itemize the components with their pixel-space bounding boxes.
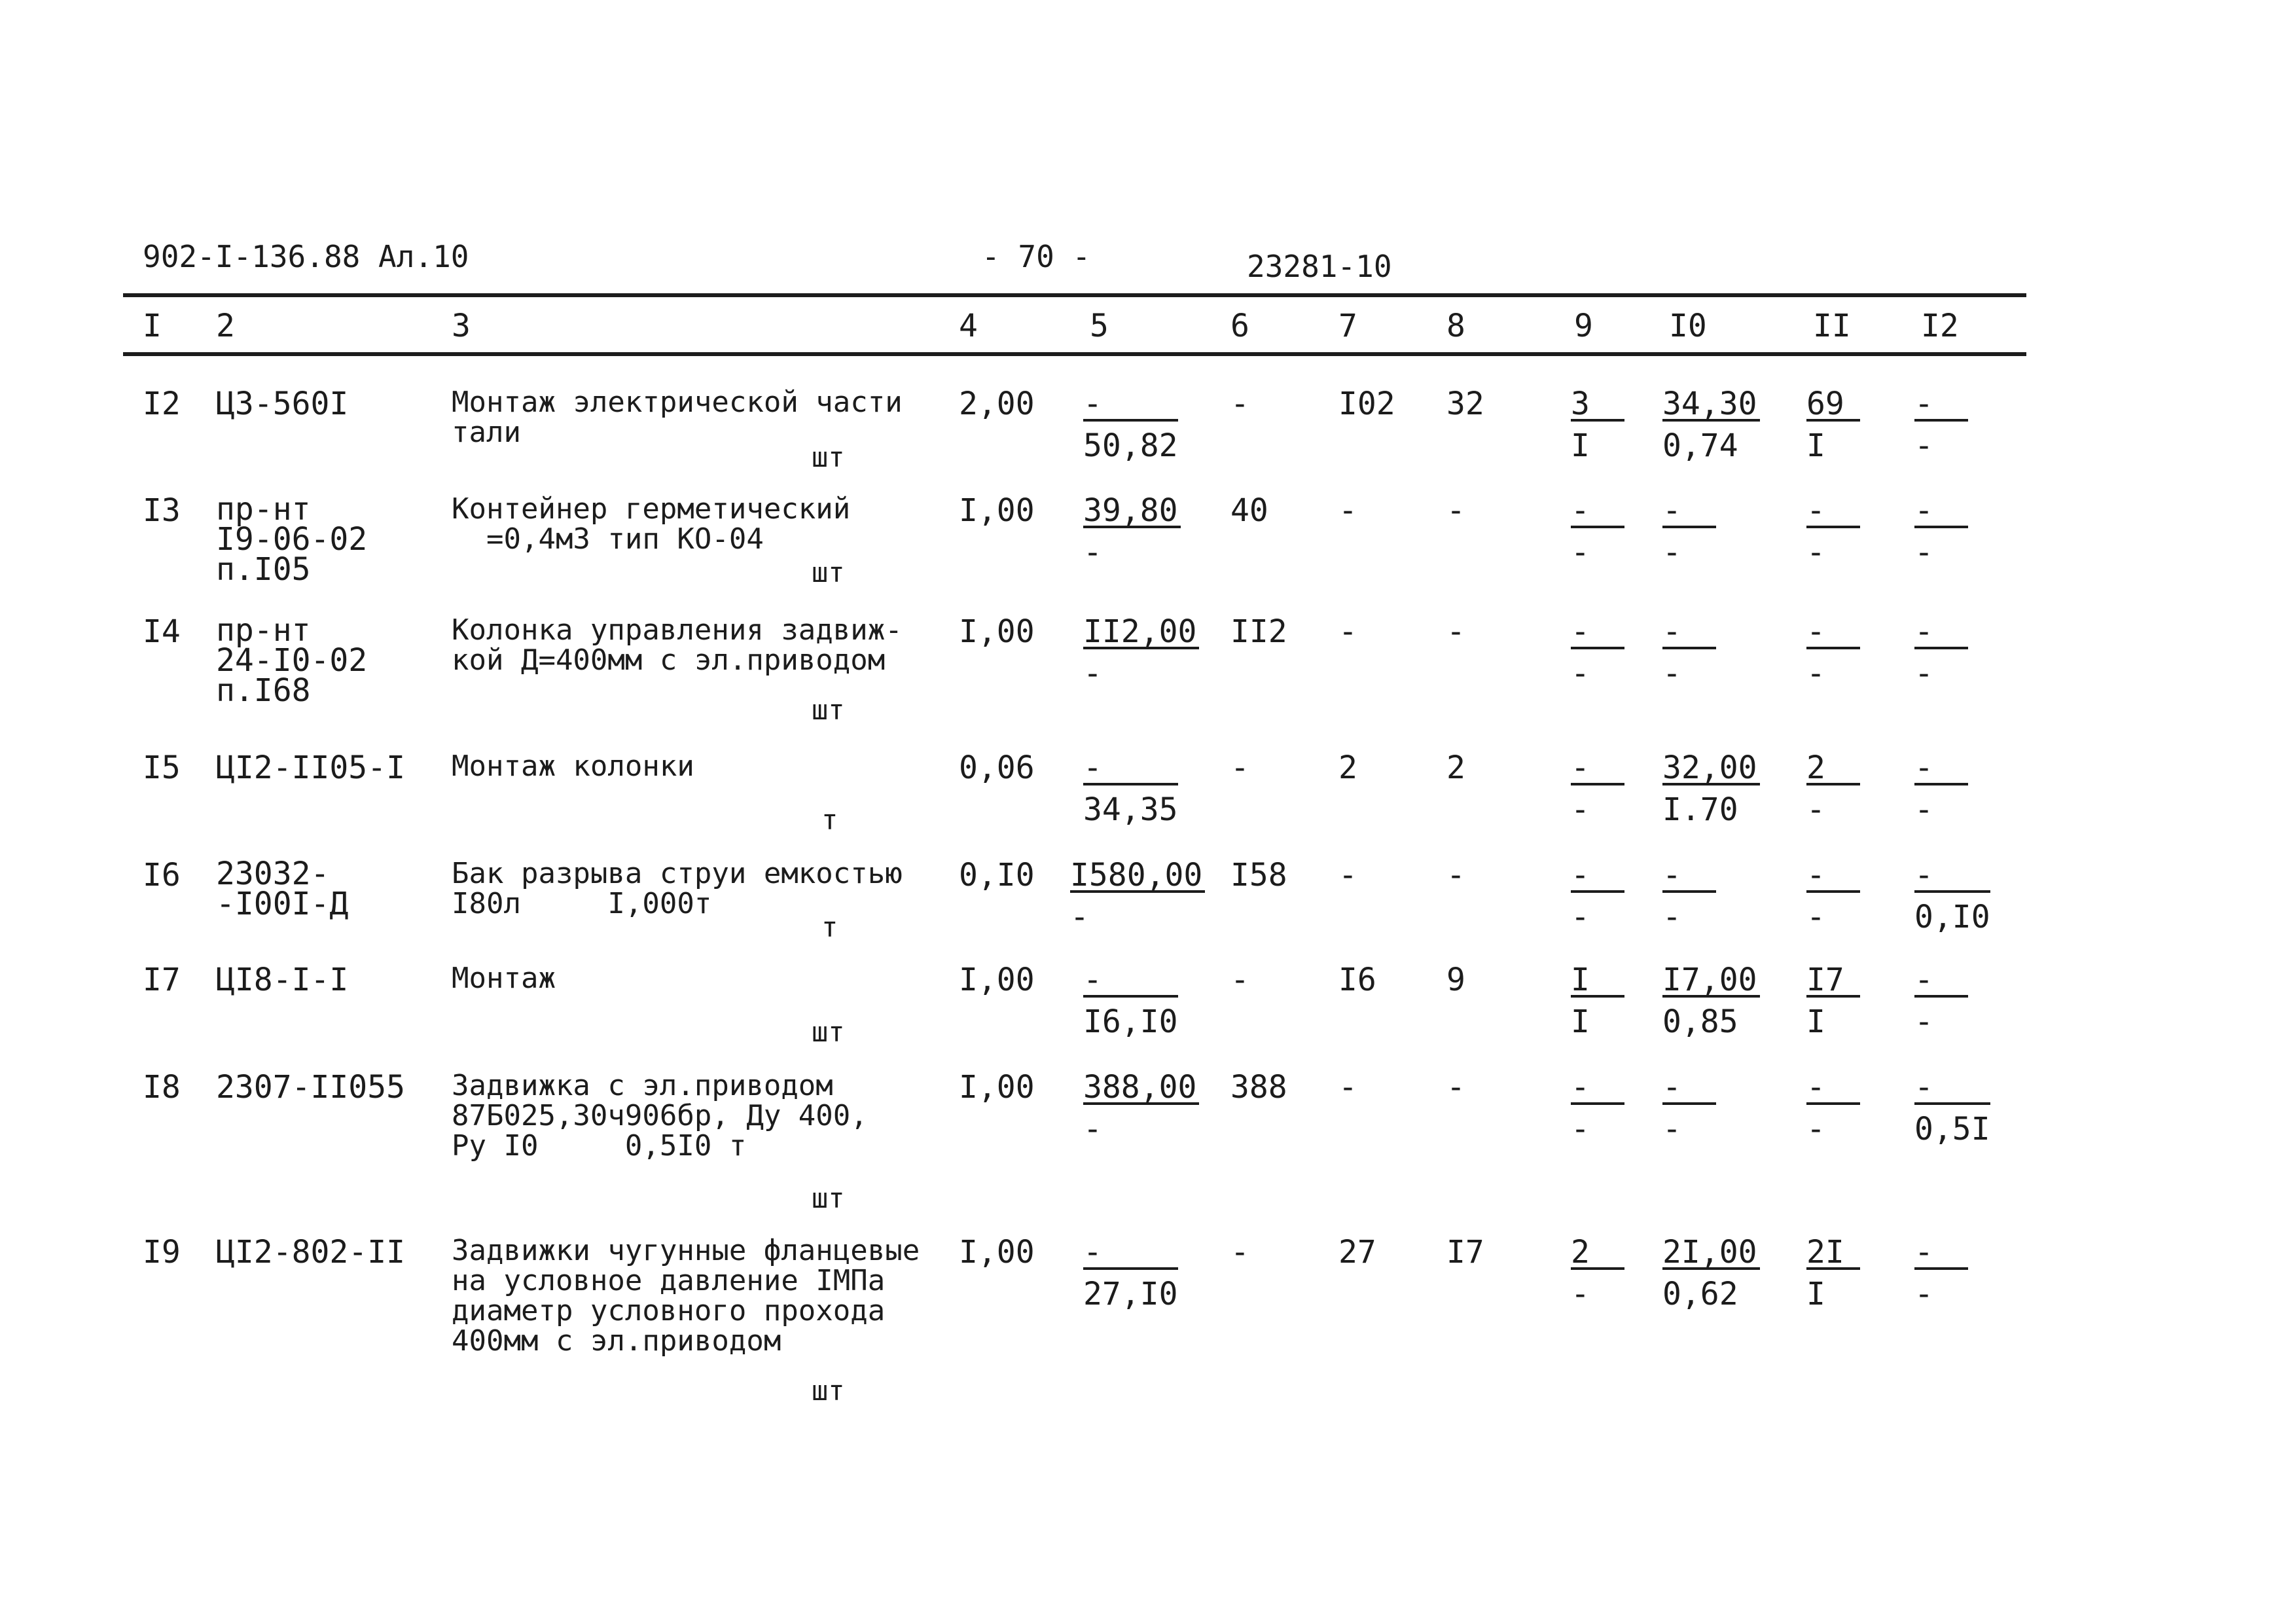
row-description: Монтаж [452, 962, 556, 995]
col11-fraction: - - [1806, 859, 1860, 937]
col5-fraction: - 34,35 [1083, 749, 1178, 828]
row-quantity: I,00 [959, 1234, 1035, 1271]
row-code: Ц3-560I [216, 386, 349, 422]
col6-value: 388 [1230, 1069, 1287, 1106]
col11-fraction: - - [1806, 1071, 1860, 1149]
column-header-8: 8 [1446, 308, 1465, 344]
row-number: I9 [143, 1234, 181, 1271]
col6-value: 40 [1230, 492, 1268, 529]
col7-value: 27 [1338, 1234, 1376, 1271]
col6-value: - [1230, 749, 1249, 786]
col8-value: - [1446, 492, 1465, 529]
row-unit: шт [812, 556, 845, 588]
row-number: I3 [143, 492, 181, 529]
row-code: пр-нт 24-I0-02 п.I68 [216, 612, 368, 709]
col7-value: - [1338, 492, 1357, 529]
column-header-11: II [1813, 308, 1851, 344]
row-unit: шт [812, 694, 845, 726]
column-header-9: 9 [1574, 308, 1593, 344]
col7-value: - [1338, 1069, 1357, 1106]
col10-fraction: $\frac{34,30}{0,74}$ [1662, 388, 1760, 466]
row-description: Колонка управления задвиж- кой Д=400мм с эл.приводом [452, 613, 903, 677]
row-code: пр-нт I9-06-02 п.I05 [216, 491, 368, 588]
col9-fraction: $\frac{I}{I}$ [1571, 964, 1624, 1042]
row-number: I4 [143, 613, 181, 650]
col10-fraction: - - [1662, 615, 1716, 694]
row-description: Задвижка с эл.приводом 87Б025,30ч906бр, Ду 400, Ру I0 0,5I0 т [452, 1069, 868, 1163]
column-header-4: 4 [959, 308, 978, 344]
col6-value: - [1230, 1234, 1249, 1271]
row-quantity: 2,00 [959, 386, 1035, 422]
col5-fraction: I580,00 - [1070, 859, 1205, 937]
column-header-7: 7 [1338, 308, 1357, 344]
header-bottom-rule [123, 352, 2026, 356]
col6-value: I58 [1230, 857, 1287, 893]
col8-value: I7 [1446, 1234, 1484, 1271]
col7-value: I02 [1338, 386, 1395, 422]
column-header-1: I [143, 308, 162, 344]
col7-value: 2 [1338, 749, 1357, 786]
row-quantity: I,00 [959, 962, 1035, 998]
column-header-2: 2 [216, 308, 235, 344]
col7-value: I6 [1338, 962, 1376, 998]
page-number: - 70 - [982, 239, 1091, 274]
col6-value: II2 [1230, 613, 1287, 650]
row-description: Задвижки чугунные фланцевые на условное давление IМПа диаметр условного прохода 400мм с эл.приводом [452, 1234, 920, 1358]
column-header-6: 6 [1230, 308, 1249, 344]
column-header-3: 3 [452, 308, 471, 344]
col8-value: - [1446, 1069, 1465, 1106]
row-number: I2 [143, 386, 181, 422]
col6-value: - [1230, 386, 1249, 422]
row-description: Монтаж электрической части тали [452, 386, 903, 449]
row-number: I6 [143, 857, 181, 893]
row-number: I5 [143, 749, 181, 786]
col5-fraction: - I6,I0 [1083, 962, 1178, 1040]
row-unit: т [821, 911, 838, 943]
col9-fraction: 2 - [1571, 1236, 1624, 1314]
col9-fraction: - - [1571, 859, 1624, 937]
row-code: 2307-II055 [216, 1069, 405, 1106]
row-description: Контейнер герметический =0,4м3 тип КО-04 [452, 492, 851, 556]
doc-code: 902-I-136.88 Ал.10 [143, 239, 469, 274]
col12-fraction: - - [1914, 964, 1968, 1042]
row-unit: шт [812, 1375, 845, 1407]
col7-value: - [1338, 857, 1357, 893]
row-unit: т [821, 804, 838, 836]
col11-fraction: $\frac{69}{I}$ [1806, 388, 1860, 466]
col9-fraction: - - [1571, 1071, 1624, 1149]
col12-fraction: - - [1914, 494, 1968, 573]
row-quantity: 0,I0 [959, 857, 1035, 893]
row-number: I7 [143, 962, 181, 998]
row-quantity: I,00 [959, 492, 1035, 529]
col9-fraction: $\frac{3}{I}$ [1571, 388, 1624, 466]
row-code: ЦI2-802-II [216, 1234, 405, 1271]
row-quantity: 0,06 [959, 749, 1035, 786]
col12-fraction: - - [1914, 388, 1968, 466]
col8-value: 9 [1446, 962, 1465, 998]
row-code: ЦI2-II05-I [216, 749, 405, 786]
row-code: ЦI8-I-I [216, 962, 349, 998]
col5-fraction: II2,00 - [1083, 615, 1199, 694]
col11-fraction: $\frac{I7}{I}$ [1806, 964, 1860, 1042]
col12-fraction: - - [1914, 615, 1968, 694]
col9-fraction: - - [1571, 751, 1624, 830]
col12-fraction: - 0,I0 [1914, 857, 1990, 935]
col12-fraction: - - [1914, 751, 1968, 830]
col5-fraction: - 27,I0 [1083, 1234, 1178, 1312]
col5-fraction: 388,00 - [1083, 1071, 1199, 1149]
col5-fraction: - 50,82 [1083, 386, 1178, 464]
row-unit: шт [812, 441, 845, 473]
col10-fraction: $\frac{2I,00}{0,62}$ [1662, 1236, 1760, 1314]
row-description: Монтаж колонки [452, 749, 694, 783]
row-unit: шт [812, 1016, 845, 1048]
col11-fraction: $\frac{2I}{I}$ [1806, 1236, 1860, 1314]
row-quantity: I,00 [959, 1069, 1035, 1106]
col5-fraction: 39,80 - [1083, 494, 1181, 573]
col6-value: - [1230, 962, 1249, 998]
col8-value: 2 [1446, 749, 1465, 786]
column-header-10: I0 [1669, 308, 1707, 344]
col12-fraction: - 0,5I [1914, 1069, 1990, 1147]
col8-value: 32 [1446, 386, 1484, 422]
row-number: I8 [143, 1069, 181, 1106]
col10-fraction: $\frac{I7,00}{0,85}$ [1662, 964, 1760, 1042]
col11-fraction: 2 - [1806, 751, 1860, 830]
row-quantity: I,00 [959, 613, 1035, 650]
col12-fraction: - - [1914, 1236, 1968, 1314]
inventory-number: 23281-10 [1247, 249, 1392, 284]
row-description: Бак разрыва струи емкостью I80л I,000т [452, 857, 903, 920]
column-header-12: I2 [1921, 308, 1959, 344]
col8-value: - [1446, 613, 1465, 650]
col11-fraction: - - [1806, 615, 1860, 694]
col8-value: - [1446, 857, 1465, 893]
column-header-5: 5 [1090, 308, 1109, 344]
col7-value: - [1338, 613, 1357, 650]
col10-fraction: - - [1662, 859, 1716, 937]
row-unit: шт [812, 1182, 845, 1214]
col9-fraction: - - [1571, 615, 1624, 694]
table-top-rule [123, 293, 2026, 297]
col9-fraction: - - [1571, 494, 1624, 573]
col11-fraction: - - [1806, 494, 1860, 573]
col10-fraction: $\frac{32,00}{I.70}$ [1662, 751, 1760, 830]
row-code: 23032- -I00I-Д [216, 856, 349, 922]
col10-fraction: - - [1662, 1071, 1716, 1149]
col10-fraction: - - [1662, 494, 1716, 573]
